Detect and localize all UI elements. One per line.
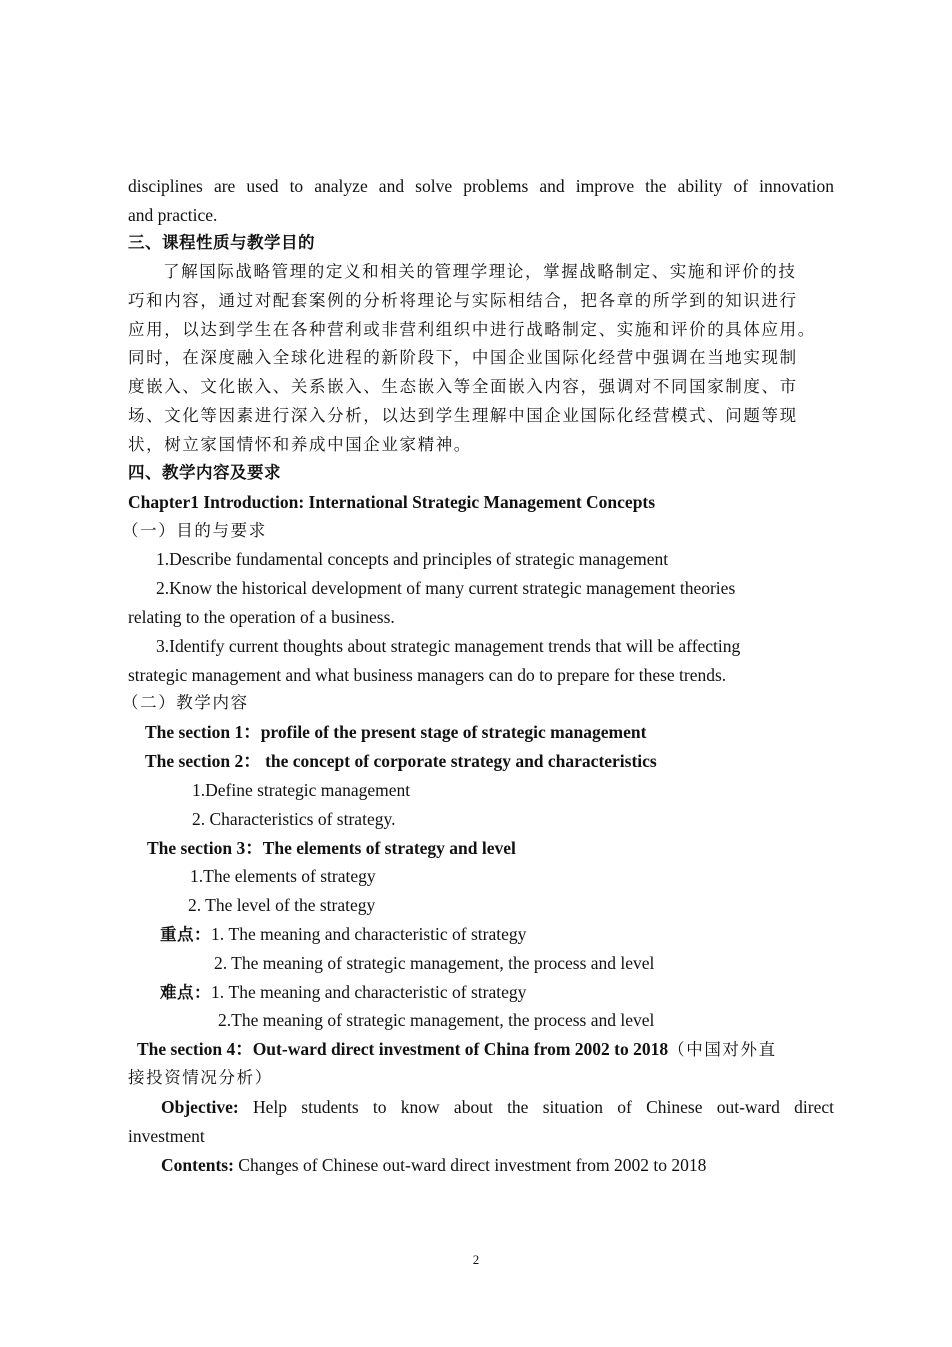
body-line: 巧和内容，通过对配套案例的分析将理论与实际相结合，把各章的所学到的知识进行 <box>128 291 798 310</box>
section-item: 1.Define strategic management <box>192 780 411 800</box>
body-line: and practice. <box>128 205 218 225</box>
body-line: 应用，以达到学生在各种营利或非营利组织中进行战略制定、实施和评价的具体应用。 <box>128 320 816 339</box>
section-item: 2. The level of the strategy <box>188 895 376 915</box>
objective-item: 2.Know the historical development of many current strategic management theories <box>156 578 736 598</box>
key-points <box>160 924 526 945</box>
objective-item: 3.Identify current thoughts about strategic management trends that will be affecting <box>156 636 741 656</box>
body-line: 了解国际战略管理的定义和相关的管理学理论，掌握战略制定、实施和评价的技 <box>163 262 797 281</box>
section-title <box>137 1039 777 1060</box>
contents-text: Changes of Chinese out-ward direct investment from 2002 to 2018 <box>238 1155 707 1175</box>
objective-text-cont: investment <box>128 1126 205 1146</box>
contents-label: Contents: <box>161 1155 234 1175</box>
difficult-points <box>160 982 526 1003</box>
difficult-points-label: 难点： <box>160 983 211 1002</box>
objective-item: relating to the operation of a business. <box>128 607 395 627</box>
contents-line <box>161 1155 706 1175</box>
section-4-cn: （中国对外直 <box>668 1040 777 1059</box>
section-title: The section 1：profile of the present stage of strategic management <box>145 722 647 742</box>
section-4-cn-cont: 接投资情况分析） <box>128 1068 273 1087</box>
body-line: 同时，在深度融入全球化进程的新阶段下，中国企业国际化经营中强调在当地实现制 <box>128 348 798 367</box>
body-line: 状，树立家国情怀和养成中国企业家精神。 <box>128 435 472 454</box>
objective-item: strategic management and what business managers can do to prepare for these trends. <box>128 665 727 685</box>
subsection-heading: （二）教学内容 <box>122 693 249 712</box>
section-item: 2. Characteristics of strategy. <box>192 809 396 829</box>
difficult-point-item: 2.The meaning of strategic management, the process and level <box>218 1010 655 1030</box>
key-point-item: 1. The meaning and characteristic of strategy <box>211 924 527 944</box>
page-number: 2 <box>472 1252 480 1267</box>
chapter-title: Chapter1 Introduction: International Strategic Management Concepts <box>128 492 656 512</box>
difficult-point-item: 1. The meaning and characteristic of strategy <box>211 982 527 1002</box>
key-points-label: 重点： <box>160 925 211 944</box>
objective-item: 1.Describe fundamental concepts and principles of strategic management <box>156 549 669 569</box>
body-line: disciplines are used to analyze and solve problems and improve the ability of innovation <box>128 176 834 196</box>
objective-line <box>161 1097 834 1117</box>
key-point-item: 2. The meaning of strategic management, the process and level <box>214 953 655 973</box>
section-heading: 三、课程性质与教学目的 <box>128 233 315 252</box>
section-title: The section 3：The elements of strategy and level <box>147 838 516 858</box>
section-heading: 四、教学内容及要求 <box>128 463 281 482</box>
body-line: 度嵌入、文化嵌入、关系嵌入、生态嵌入等全面嵌入内容，强调对不同国家制度、市 <box>128 377 798 396</box>
section-item: 1.The elements of strategy <box>190 866 376 886</box>
section-4-title: The section 4：Out-ward direct investment of China from 2002 to 2018 <box>137 1039 669 1059</box>
objective-label: Objective: <box>161 1097 239 1117</box>
objective-text: Help students to know about the situation of Chinese out-ward direct <box>253 1097 834 1117</box>
body-line: 场、文化等因素进行深入分析，以达到学生理解中国企业国际化经营模式、问题等现 <box>128 406 798 425</box>
subsection-heading: （一）目的与要求 <box>122 521 267 540</box>
section-title: The section 2： the concept of corporate strategy and characteristics <box>145 751 657 771</box>
